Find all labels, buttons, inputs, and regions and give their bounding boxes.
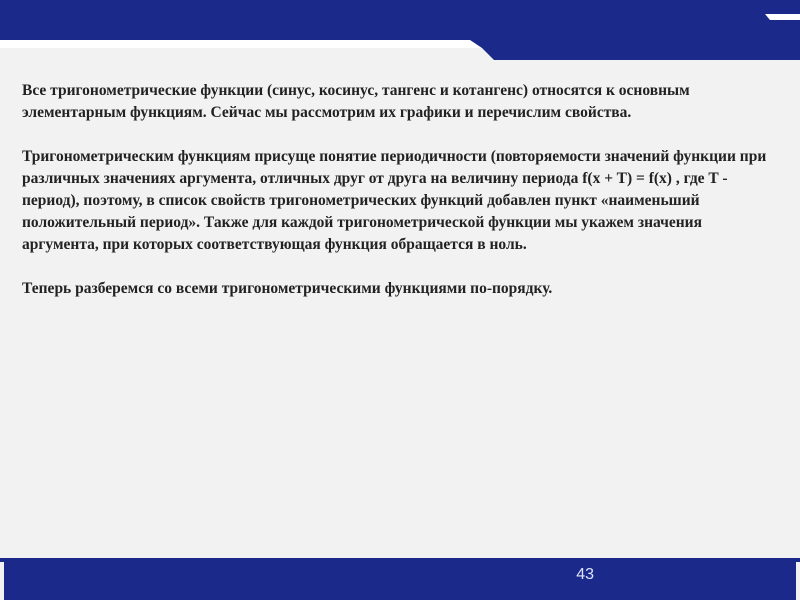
- periodicity-paragraph: Тригонометрическим функциям присуще понятие периодичности (повторяемости значений функции при различных значениях аргумента, отличных друг от друга на величину периода f(x + T) = f(x) , где T - период), поэтому, в список свойств тригонометрических функций добавлен пункт «наименьший положительный период». Также для каждой тригонометрической функции мы укажем значения аргумента, при которых соответствующая функция обращается в ноль.: [22, 148, 767, 253]
- top-decorative-band: [0, 0, 800, 60]
- closing-paragraph: Теперь разберемся со всеми тригонометрическими функциями по-порядку.: [22, 280, 553, 297]
- page-number: 43: [576, 566, 594, 583]
- bottom-decorative-band: [0, 558, 800, 600]
- slide-content: [22, 80, 782, 322]
- intro-paragraph: Все тригонометрические функции (синус, косинус, тангенс и котангенс) относятся к основным элементарным функциям. Сейчас мы рассмотрим их графики и перечислим свойства.: [22, 82, 690, 121]
